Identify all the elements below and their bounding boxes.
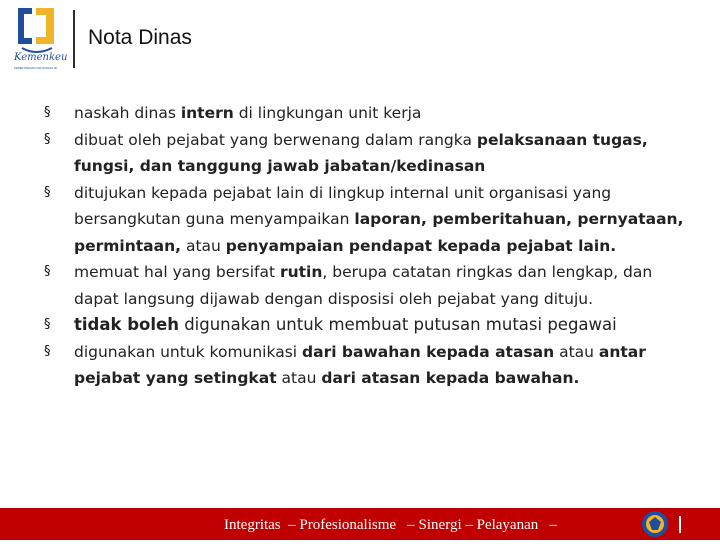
bullet-marker: §: [44, 131, 51, 147]
bullet-text-bold: rutin: [279, 263, 323, 281]
bullet-marker: §: [44, 264, 51, 279]
bullet-text: ditujukan kepada pejabat lain di lingkup internal unit organisasi yang bersangkutan guna menyampaikan: [74, 183, 612, 228]
bullet-text-bold: intern: [180, 104, 234, 122]
header-divider: [73, 10, 75, 68]
footer-values-text: Integritas – Profesionalisme – Sinergi – Pelayanan –: [224, 517, 557, 533]
bullet-text: atau: [554, 342, 599, 361]
bullet-marker: §: [44, 343, 51, 359]
bullet-text: memuat hal yang bersifat: [74, 263, 280, 281]
bullet-item: [44, 312, 694, 339]
bullet-text: di lingkungan unit kerja: [233, 104, 422, 122]
bullet-marker: §: [44, 317, 51, 332]
bullet-item: [44, 339, 694, 392]
bullet-item: [44, 259, 694, 312]
bullet-item: [44, 127, 694, 180]
logo-subtext: KEMENTERIAN KEUANGAN RI: [14, 66, 58, 70]
bullet-text-bold: tidak boleh: [74, 315, 179, 334]
garuda-emblem-icon: [640, 509, 670, 539]
bullet-text: atau: [181, 236, 226, 255]
bullet-text: , berupa catatan ringkas dan lengkap, dan dapat langsung dijawab dengan disposisi oleh pejabat yang dituju.: [74, 263, 653, 308]
bullet-text-bold: pelaksanaan tugas, fungsi, dan tanggung jawab jabatan/kedinasan: [74, 130, 648, 175]
footer-divider: [679, 516, 681, 533]
bullet-text-bold: laporan, pemberitahuan, pernyataan, permintaan,: [74, 210, 684, 255]
bullet-text: atau: [276, 369, 322, 387]
page-title: Nota Dinas: [88, 26, 192, 49]
bullet-text-bold: antar pejabat yang setingkat: [74, 342, 646, 387]
logo-text: Kemenkeu: [14, 52, 68, 63]
kemenkeu-logo: [8, 4, 70, 76]
bullet-item: [44, 100, 694, 127]
bullet-text-bold: dari bawahan kepada atasan: [302, 342, 555, 361]
bullet-text: digunakan untuk komunikasi: [74, 342, 303, 361]
bullet-marker: §: [44, 184, 51, 200]
bullet-text-bold: dari atasan kepada bawahan.: [321, 369, 580, 387]
bullet-text-bold: penyampaian pendapat kepada pejabat lain.: [225, 236, 617, 255]
bullet-text: dibuat oleh pejabat yang berwenang dalam rangka: [74, 130, 477, 149]
bullet-marker: §: [44, 105, 51, 120]
bullet-item: [44, 180, 694, 260]
bullet-text: digunakan untuk membuat putusan mutasi pegawai: [178, 315, 617, 334]
bullet-list: [44, 100, 694, 392]
footer-bar: [0, 508, 720, 540]
bullet-text: naskah dinas: [74, 104, 181, 122]
